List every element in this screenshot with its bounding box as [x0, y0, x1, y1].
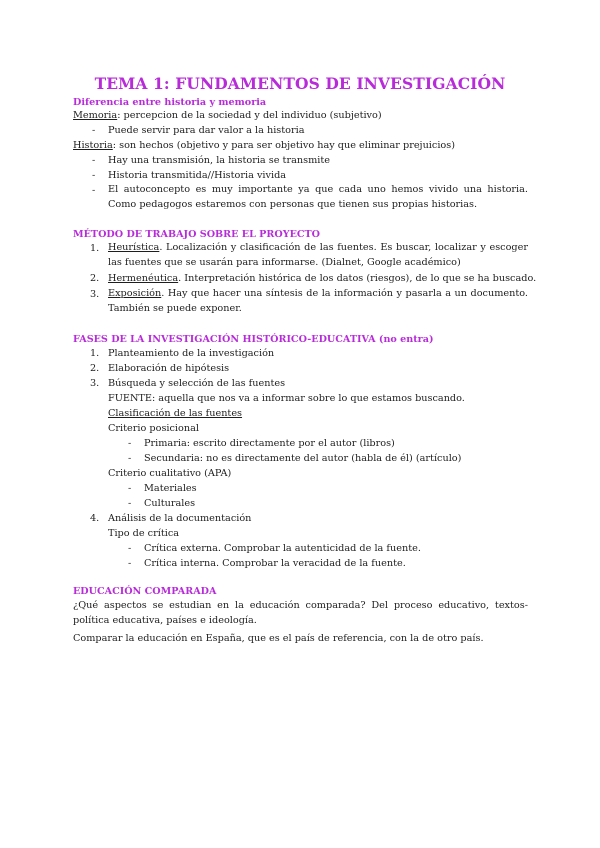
section-heading-metodo: MÉTODO DE TRABAJO SOBRE EL PROYECTO [73, 229, 321, 240]
comparada-paragraph-2: Comparar la educación en España, que es el país de referencia, con la de otro país. [73, 633, 484, 644]
bullet-dash: - [92, 170, 96, 181]
section-heading-fases: FASES DE LA INVESTIGACIÓN HISTÓRICO-EDUCATIVA (no entra) [73, 334, 434, 345]
bullet-dash: - [128, 543, 132, 554]
list-number: 2. [90, 273, 100, 284]
comparada-paragraph-1: ¿Qué aspectos se estudian en la educación comparada? Del proceso educativo, textos-política educativa, países e ideología. [73, 600, 528, 626]
historia-def-text: : son hechos (objetivo y para ser objetivo hay que eliminar prejuicios) [112, 140, 456, 151]
list-item [108, 286, 528, 316]
historia-definition [73, 140, 455, 152]
bullet-dash: - [92, 125, 96, 136]
list-item: Búsqueda y selección de las fuentes [108, 378, 286, 389]
list-number: 1. [90, 348, 100, 359]
list-number: 3. [90, 378, 100, 389]
list-item: Materiales [144, 483, 197, 494]
list-item: Historia transmitida//Historia vivida [108, 170, 287, 181]
heuristica-term: Heurística [108, 242, 160, 253]
memoria-term: Memoria [73, 110, 118, 121]
list-item [108, 240, 528, 270]
list-item: Puede servir para dar valor a la historia [108, 125, 305, 136]
hermeneutica-term: Hermenéutica [108, 273, 179, 284]
document-title: TEMA 1: FUNDAMENTOS DE INVESTIGACIÓN [94, 74, 506, 93]
heuristica-text: . Localización y clasificación de las fuentes. Es buscar, localizar y escoger las fuentes que se usarán para informarse. (Dialnet, Google académico) [108, 242, 528, 268]
list-item: Primaria: escrito directamente por el autor (libros) [144, 438, 395, 449]
criterio-cualitativo: Criterio cualitativo (APA) [108, 468, 232, 479]
hermeneutica-text: . Interpretación histórica de los datos (riesgos), de lo que se ha buscado. [178, 273, 537, 284]
fuente-definition: FUENTE: aquella que nos va a informar sobre lo que estamos buscando. [108, 393, 465, 404]
criterio-posicional: Criterio posicional [108, 423, 199, 434]
list-item: Análisis de la documentación [108, 513, 252, 524]
list-item: Crítica interna. Comprobar la veracidad de la fuente. [144, 558, 406, 569]
list-item: Planteamiento de la investigación [108, 348, 275, 359]
bullet-dash: - [128, 453, 132, 464]
list-number: 4. [90, 513, 100, 524]
list-item: El autoconcepto es muy importante ya que cada uno hemos vivido una historia. Como pedagogos estaremos con personas que tienen sus propias historias. [108, 184, 528, 210]
exposicion-term: Exposición [108, 288, 162, 299]
list-item: Hay una transmisión, la historia se transmite [108, 155, 330, 166]
exposicion-text: . Hay que hacer una síntesis de la información y pasarla a un documento. También se puede exponer. [108, 288, 528, 314]
bullet-dash: - [92, 155, 96, 166]
section-heading-comparada: EDUCACIÓN COMPARADA [73, 586, 217, 597]
list-item: Elaboración de hipótesis [108, 363, 230, 374]
list-number: 2. [90, 363, 100, 374]
section-heading-historia-memoria: Diferencia entre historia y memoria [73, 97, 267, 108]
bullet-dash: - [128, 438, 132, 449]
list-item [108, 273, 536, 285]
list-item: Crítica externa. Comprobar la autenticidad de la fuente. [144, 543, 421, 554]
tipo-critica: Tipo de crítica [108, 528, 180, 539]
list-number: 3. [90, 289, 100, 300]
bullet-dash: - [128, 483, 132, 494]
memoria-def-text: : percepcion de la sociedad y del individuo (subjetivo) [117, 110, 382, 121]
bullet-dash: - [128, 498, 132, 509]
memoria-definition [73, 110, 382, 122]
list-number: 1. [90, 243, 100, 254]
bullet-dash: - [92, 185, 96, 196]
clasificacion-heading: Clasificación de las fuentes [108, 408, 243, 419]
bullet-dash: - [128, 558, 132, 569]
list-item: Secundaria: no es directamente del autor (habla de él) (artículo) [144, 453, 462, 464]
historia-term: Historia [73, 140, 113, 151]
list-item: Culturales [144, 498, 196, 509]
